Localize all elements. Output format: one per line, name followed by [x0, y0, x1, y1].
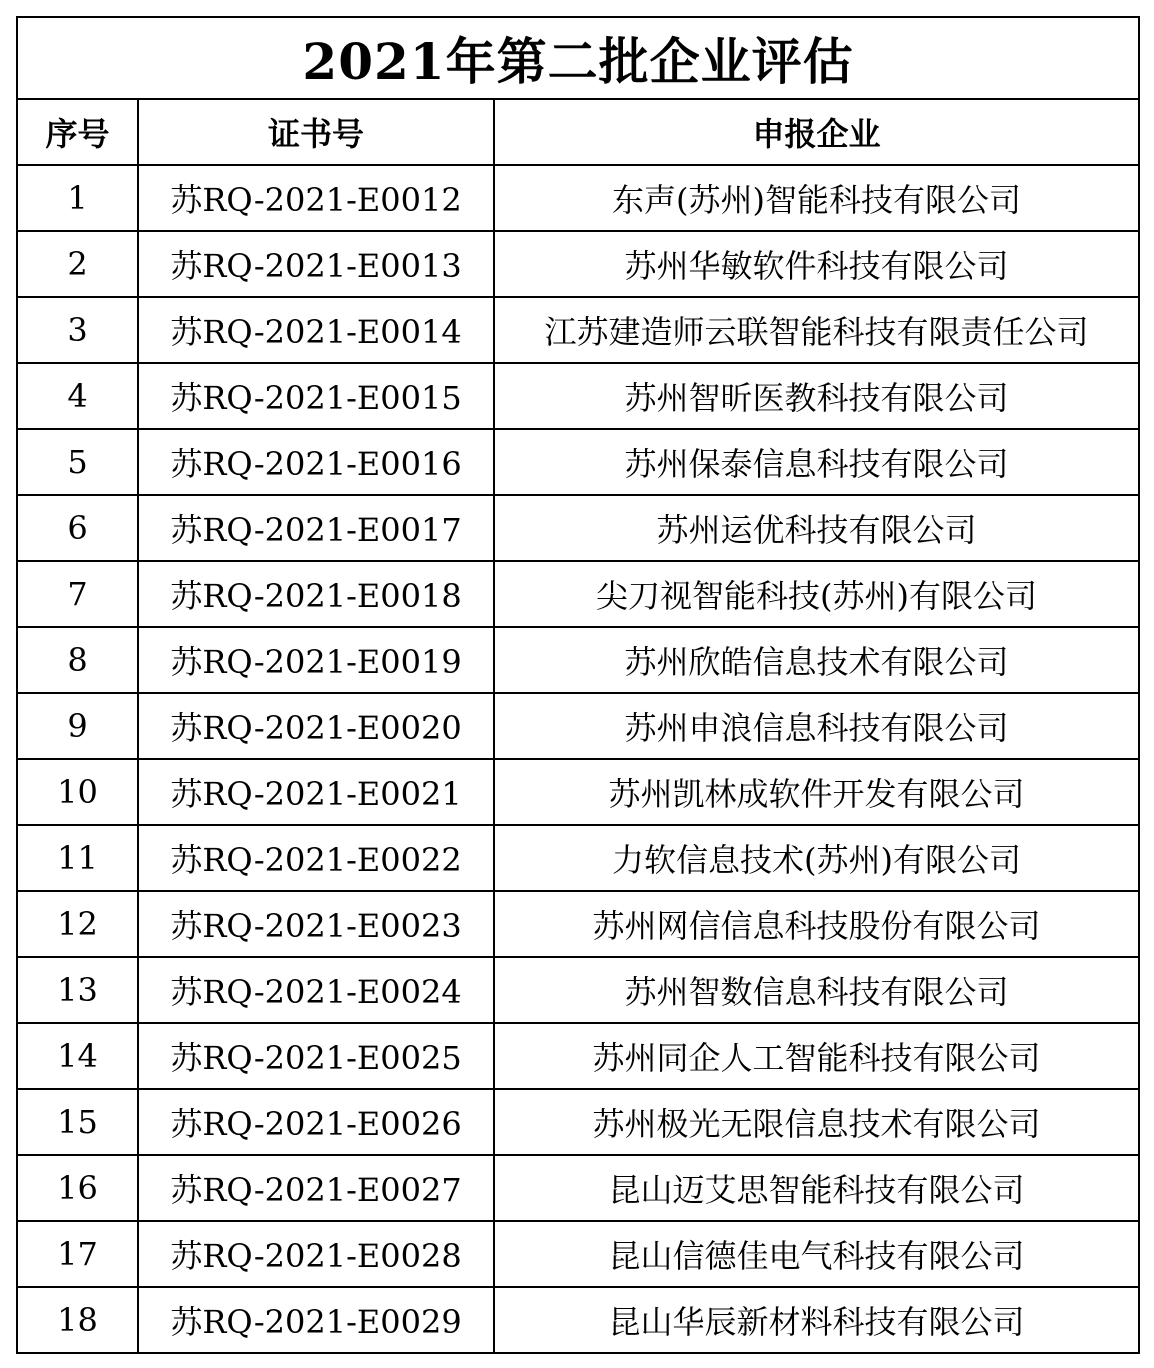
row-enterprise: 苏州申浪信息科技有限公司 — [494, 693, 1139, 759]
row-index: 13 — [17, 957, 138, 1023]
table-body — [17, 165, 1139, 1353]
row-index: 16 — [17, 1155, 138, 1221]
row-index: 5 — [17, 429, 138, 495]
table-row — [17, 825, 1139, 891]
row-certificate: 苏RQ-2021-E0020 — [138, 693, 494, 759]
row-index: 8 — [17, 627, 138, 693]
row-enterprise: 苏州同企人工智能科技有限公司 — [494, 1023, 1139, 1089]
row-certificate: 苏RQ-2021-E0017 — [138, 495, 494, 561]
row-index: 17 — [17, 1221, 138, 1287]
header-index: 序号 — [17, 99, 138, 165]
row-index: 6 — [17, 495, 138, 561]
row-enterprise: 苏州凯林成软件开发有限公司 — [494, 759, 1139, 825]
row-certificate: 苏RQ-2021-E0015 — [138, 363, 494, 429]
row-enterprise: 昆山迈艾思智能科技有限公司 — [494, 1155, 1139, 1221]
table-row — [17, 363, 1139, 429]
row-certificate: 苏RQ-2021-E0026 — [138, 1089, 494, 1155]
row-certificate: 苏RQ-2021-E0028 — [138, 1221, 494, 1287]
row-certificate: 苏RQ-2021-E0016 — [138, 429, 494, 495]
title-row — [17, 17, 1139, 99]
row-enterprise: 力软信息技术(苏州)有限公司 — [494, 825, 1139, 891]
table-row — [17, 1089, 1139, 1155]
row-index: 1 — [17, 165, 138, 231]
row-index: 15 — [17, 1089, 138, 1155]
row-enterprise: 苏州华敏软件科技有限公司 — [494, 231, 1139, 297]
row-certificate: 苏RQ-2021-E0025 — [138, 1023, 494, 1089]
table-row — [17, 957, 1139, 1023]
row-enterprise: 尖刀视智能科技(苏州)有限公司 — [494, 561, 1139, 627]
row-enterprise: 苏州运优科技有限公司 — [494, 495, 1139, 561]
table-row — [17, 1023, 1139, 1089]
row-enterprise: 苏州智数信息科技有限公司 — [494, 957, 1139, 1023]
row-enterprise: 东声(苏州)智能科技有限公司 — [494, 165, 1139, 231]
table-row — [17, 231, 1139, 297]
row-enterprise: 江苏建造师云联智能科技有限责任公司 — [494, 297, 1139, 363]
table-row — [17, 891, 1139, 957]
row-enterprise: 苏州欣皓信息技术有限公司 — [494, 627, 1139, 693]
table-row — [17, 627, 1139, 693]
row-certificate: 苏RQ-2021-E0022 — [138, 825, 494, 891]
row-index: 14 — [17, 1023, 138, 1089]
evaluation-table — [16, 16, 1140, 1354]
row-enterprise: 苏州极光无限信息技术有限公司 — [494, 1089, 1139, 1155]
table-row — [17, 561, 1139, 627]
table-row — [17, 429, 1139, 495]
row-enterprise: 苏州智昕医教科技有限公司 — [494, 363, 1139, 429]
row-certificate: 苏RQ-2021-E0019 — [138, 627, 494, 693]
row-index: 9 — [17, 693, 138, 759]
row-enterprise: 苏州保泰信息科技有限公司 — [494, 429, 1139, 495]
row-enterprise: 苏州网信信息科技股份有限公司 — [494, 891, 1139, 957]
row-certificate: 苏RQ-2021-E0012 — [138, 165, 494, 231]
row-certificate: 苏RQ-2021-E0029 — [138, 1287, 494, 1353]
table-row — [17, 693, 1139, 759]
row-index: 3 — [17, 297, 138, 363]
row-index: 4 — [17, 363, 138, 429]
header-enterprise: 申报企业 — [494, 99, 1139, 165]
table-row — [17, 165, 1139, 231]
row-index: 2 — [17, 231, 138, 297]
table-row — [17, 759, 1139, 825]
table-row — [17, 1221, 1139, 1287]
header-certificate: 证书号 — [138, 99, 494, 165]
table-row — [17, 495, 1139, 561]
row-enterprise: 昆山信德佳电气科技有限公司 — [494, 1221, 1139, 1287]
row-certificate: 苏RQ-2021-E0021 — [138, 759, 494, 825]
row-index: 12 — [17, 891, 138, 957]
row-index: 18 — [17, 1287, 138, 1353]
row-index: 10 — [17, 759, 138, 825]
row-index: 7 — [17, 561, 138, 627]
table-row — [17, 1287, 1139, 1353]
row-index: 11 — [17, 825, 138, 891]
table-row — [17, 297, 1139, 363]
row-certificate: 苏RQ-2021-E0018 — [138, 561, 494, 627]
row-enterprise: 昆山华辰新材料科技有限公司 — [494, 1287, 1139, 1353]
table-row — [17, 1155, 1139, 1221]
row-certificate: 苏RQ-2021-E0013 — [138, 231, 494, 297]
table-title: 2021年第二批企业评估 — [17, 17, 1139, 99]
row-certificate: 苏RQ-2021-E0027 — [138, 1155, 494, 1221]
header-row — [17, 99, 1139, 165]
row-certificate: 苏RQ-2021-E0014 — [138, 297, 494, 363]
row-certificate: 苏RQ-2021-E0023 — [138, 891, 494, 957]
row-certificate: 苏RQ-2021-E0024 — [138, 957, 494, 1023]
